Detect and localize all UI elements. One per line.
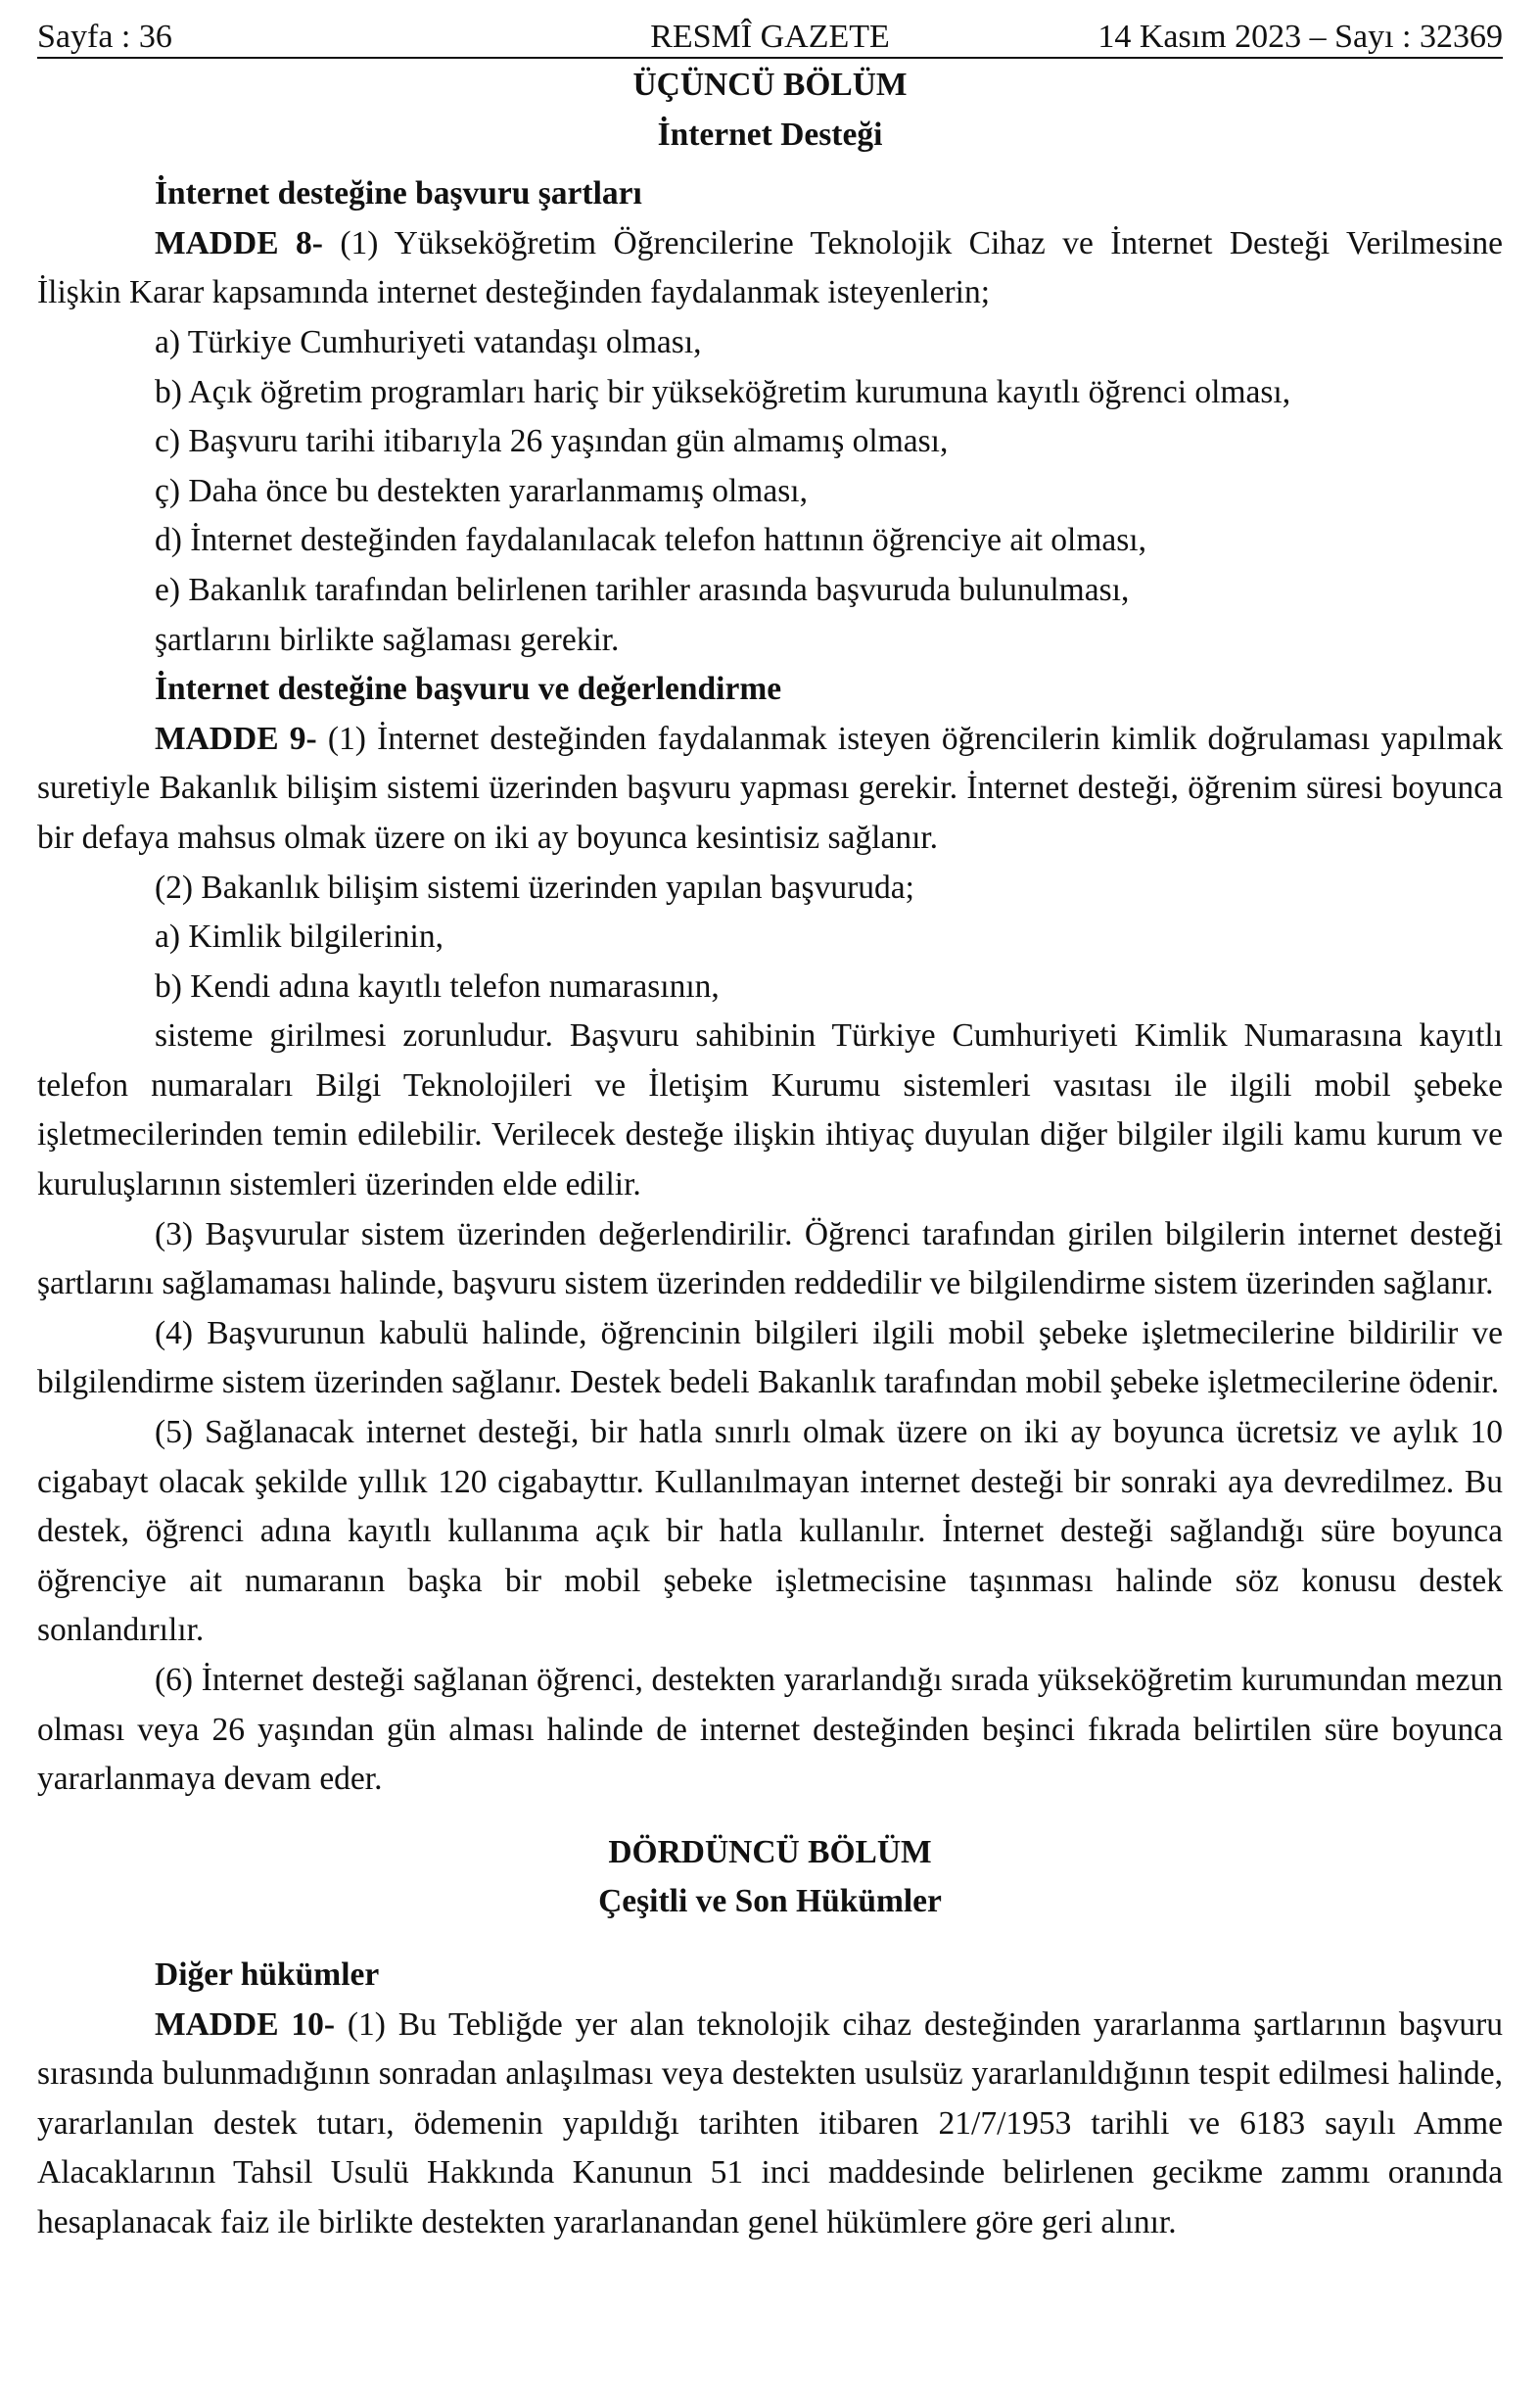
list-item: a) Türkiye Cumhuriyeti vatandaşı olması, [155, 323, 702, 360]
article-paragraph: (3) Başvurular sistem üzerinden değerlendirilir. Öğrenci tarafından girilen bilgilerin internet desteği şartlarını sağlamaması halinde, başvuru sistem üzerinden reddedilir ve bilgilendirme sistem üzerinden sağlanır. [37, 1215, 1503, 1302]
list-item: b) Açık öğretim programları hariç bir yükseköğretim kurumuna kayıtlı öğrenci olması, [155, 373, 1291, 410]
article-paragraph [37, 219, 1503, 318]
article-paragraph: (2) Bakanlık bilişim sistemi üzerinden yapılan başvuruda; [155, 869, 914, 906]
article-paragraph: (4) Başvurunun kabulü halinde, öğrencinin bilgileri ilgili mobil şebeke işletmecilerine bildirilir ve bilgilendirme sistem üzerinden sağlanır. Destek bedeli Bakanlık tarafından mobil şebeke işletmecilerine ödenir. [37, 1314, 1503, 1401]
article-paragraph: sisteme girilmesi zorunludur. Başvuru sahibinin Türkiye Cumhuriyeti Kimlik Numarasına kayıtlı telefon numaraları Bilgi Teknolojileri ve İletişim Kurumu sistemleri vasıtası ile ilgili mobil şebeke işletmecilerinden temin edilebilir. Verilecek desteğe ilişkin ihtiyaç duyulan diğer bilgiler ilgili kamu kurum ve kuruluşlarının sistemleri üzerinden elde edilir. [37, 1017, 1503, 1203]
list-item: c) Başvuru tarihi itibarıyla 26 yaşından gün almamış olması, [155, 423, 949, 460]
article-paragraph [37, 715, 1503, 864]
list-item: d) İnternet desteğinden faydalanılacak telefon hattının öğrenciye ait olması, [155, 522, 1146, 559]
section-subtitle: İnternet Desteği [657, 116, 883, 153]
article-paragraph: (6) İnternet desteği sağlanan öğrenci, destekten yararlandığı sırada yükseköğretim kurumundan mezun olması veya 26 yaşından gün alması halinde de internet desteğinden beşinci fıkrada belirtilen süre boyunca yararlanmaya devam eder. [37, 1662, 1503, 1798]
article-heading: İnternet desteğine başvuru ve değerlendirme [155, 671, 782, 708]
paragraph-text: (1) Bu Tebliğde yer alan teknolojik cihaz desteğinden yararlanma şartlarının başvuru sırasında bulunmadığının sonradan anlaşılması veya destekten usulsüz yararlanıldığının tespit edilmesi halinde, yararlanılan destek tutarı, ödemenin yapıldığı tarihten itibaren 21/7/1953 tarihli ve 6183 sayılı Amme Alacaklarının Tahsil Usulü Hakkında Kanunun 51 inci maddesinde belirlenen gecikme zammı oranında hesaplanacak faiz ile birlikte destekten yararlanandan genel hükümlere göre geri alınır. [37, 2005, 1503, 2240]
paragraph-text: (1) Yükseköğretim Öğrencilerine Teknolojik Cihaz ve İnternet Desteği Verilmesine İlişkin Karar kapsamında internet desteğinden faydalanmak isteyenlerin; [37, 224, 1504, 311]
list-item: şartlarını birlikte sağlaması gerekir. [155, 621, 620, 658]
article-paragraph [37, 2001, 1503, 2248]
section-subtitle: Çeşitli ve Son Hükümler [598, 1883, 942, 1920]
gazette-page [37, 0, 1503, 2248]
list-item: b) Kendi adına kayıtlı telefon numarasının, [155, 967, 720, 1005]
page-number: Sayfa : 36 [37, 19, 172, 55]
issue-date-number: 14 Kasım 2023 – Sayı : 32369 [1097, 19, 1503, 55]
article-number: MADDE 8- [155, 224, 323, 261]
document-body [37, 61, 1503, 2248]
article-heading: Diğer hükümler [155, 1956, 380, 1993]
list-item: a) Kimlik bilgilerinin, [155, 919, 443, 956]
section-title: DÖRDÜNCÜ BÖLÜM [608, 1833, 932, 1870]
publication-title: RESMÎ GAZETE [650, 19, 890, 55]
article-number: MADDE 10- [155, 2005, 336, 2043]
article-heading: İnternet desteğine başvuru şartları [155, 175, 642, 212]
list-item: ç) Daha önce bu destekten yararlanmamış olması, [155, 472, 808, 509]
list-item: e) Bakanlık tarafından belirlenen tarihler arasında başvuruda bulunulması, [155, 571, 1130, 608]
article-number: MADDE 9- [155, 720, 317, 757]
section-title: ÜÇÜNCÜ BÖLÜM [632, 67, 908, 103]
article-paragraph: (5) Sağlanacak internet desteği, bir hatla sınırlı olmak üzere on iki ay boyunca ücretsiz ve aylık 10 cigabayt olacak şekilde yıllık 120 cigabayttır. Kullanılmayan internet desteği bir sonraki aya devredilmez. Bu destek, öğrenci adına kayıtlı kullanıma açık bir hatla kullanılır. İnternet desteği sağlandığı süre boyunca öğrenciye ait numaranın başka bir mobil şebeke işletmecisine taşınması halinde söz konusu destek sonlandırılır. [37, 1414, 1503, 1649]
paragraph-text: (1) İnternet desteğinden faydalanmak isteyen öğrencilerin kimlik doğrulaması yapılmak suretiyle Bakanlık bilişim sistemi üzerinden başvuru yapması gerekir. İnternet desteği, öğrenim süresi boyunca bir defaya mahsus olmak üzere on iki ay boyunca kesintisiz sağlanır. [37, 720, 1504, 856]
page-header [37, 0, 1503, 59]
